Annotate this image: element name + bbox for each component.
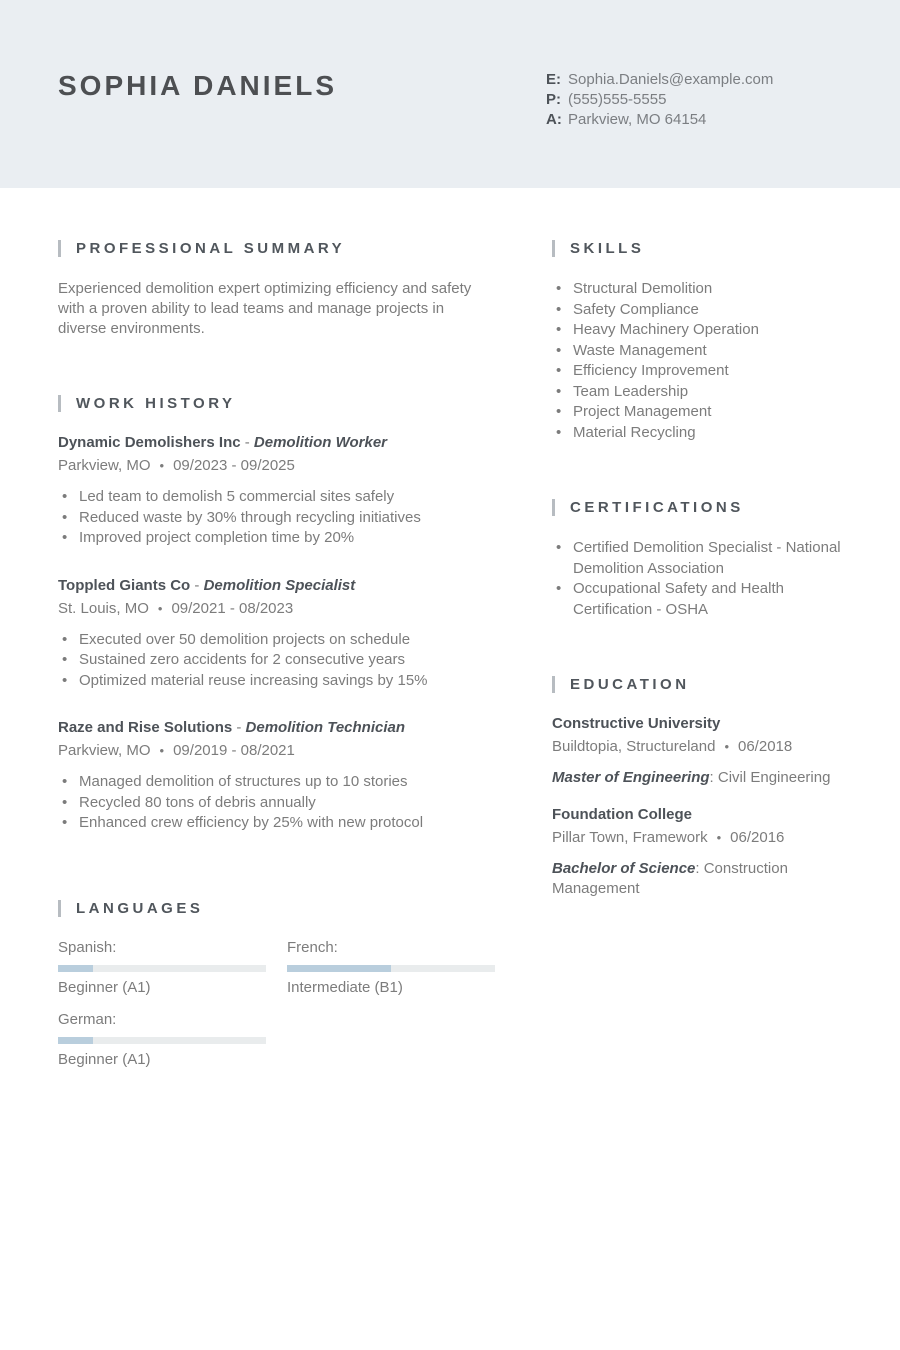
section-title: LANGUAGES: [76, 899, 204, 917]
meta-dot: •: [157, 600, 163, 616]
language-item: [287, 939, 495, 996]
section-header: [58, 240, 495, 257]
language-level: Intermediate (B1): [287, 978, 403, 996]
section-title: PROFESSIONAL SUMMARY: [76, 240, 346, 257]
section-certifications: [552, 499, 847, 620]
job-bullet: • Led team to demolish 5 commercial sites safely: [58, 487, 495, 508]
job-title: [58, 434, 495, 451]
contact-email-label: E:: [546, 71, 561, 88]
contact-address-value: Parkview, MO 64154: [568, 111, 707, 128]
section-accent-bar: [552, 499, 555, 516]
job-bullet: • Improved project completion time by 20%: [58, 528, 495, 549]
language-level: Beginner (A1): [58, 978, 151, 996]
language-progress-track: [287, 965, 495, 972]
education-school: Constructive University: [552, 715, 721, 732]
job-entry: [58, 434, 495, 549]
education-degree-line: [552, 768, 847, 788]
education-meta: [552, 829, 847, 846]
contact-phone-value: (555)555-5555: [568, 91, 667, 108]
language-progress-track: [58, 1037, 266, 1044]
section-accent-bar: [552, 676, 555, 693]
job-bullet: • Enhanced crew efficiency by 25% with new protocol: [58, 813, 495, 834]
skill-item: • Material Recycling: [552, 423, 847, 444]
job-dates: 09/2019 - 08/2021: [173, 742, 295, 759]
job-title-separator: -: [244, 434, 250, 451]
education-date: 06/2018: [738, 738, 793, 755]
education-date: 06/2016: [730, 829, 785, 846]
job-entry: [58, 719, 495, 834]
job-bullet-list: [58, 487, 495, 549]
contact-phone-row: [546, 90, 773, 110]
section-skills: [552, 240, 847, 443]
job-bullet-list: [58, 772, 495, 834]
job-dates: 09/2023 - 09/2025: [173, 457, 295, 474]
section-professional-summary: [58, 240, 495, 339]
education-degree: Master of Engineering: [552, 769, 710, 786]
skill-item: • Team Leadership: [552, 382, 847, 403]
language-name: French:: [287, 938, 338, 956]
job-title-separator: -: [194, 576, 200, 594]
section-header: [58, 900, 495, 917]
contact-block: [546, 70, 773, 130]
skill-item: • Structural Demolition: [552, 279, 847, 300]
contact-email-value: Sophia.Daniels@example.com: [568, 71, 774, 88]
job-role: Demolition Worker: [253, 434, 387, 451]
job-company: Raze and Rise Solutions: [58, 719, 233, 736]
job-bullet: • Recycled 80 tons of debris annually: [58, 793, 495, 814]
skill-item: • Project Management: [552, 402, 847, 423]
section-header: [552, 499, 847, 516]
section-title: WORK HISTORY: [76, 395, 236, 412]
job-meta: [58, 742, 495, 759]
language-progress-fill: [58, 965, 93, 972]
job-meta: [58, 457, 495, 474]
education-field: : Civil Engineering: [709, 769, 831, 786]
section-work-history: [58, 395, 495, 834]
contact-address-label: A:: [546, 111, 562, 128]
certifications-list: [552, 538, 847, 620]
job-bullet: • Optimized material reuse increasing savings by 15%: [58, 671, 495, 692]
education-degree: Bachelor of Science: [552, 860, 696, 877]
job-location: St. Louis, MO: [58, 599, 149, 617]
job-bullet: • Executed over 50 demolition projects on schedule: [58, 630, 495, 651]
section-accent-bar: [58, 395, 61, 412]
candidate-name: SOPHIA DANIELS: [58, 70, 337, 101]
job-dates: 09/2021 - 08/2023: [171, 599, 294, 617]
contact-phone-label: P:: [546, 91, 561, 108]
summary-text: Experienced demolition expert optimizing efficiency and safety with a proven ability to lead teams and manage projects in diverse environments.: [58, 280, 472, 337]
section-header: [552, 676, 847, 693]
section-title: CERTIFICATIONS: [570, 499, 744, 516]
education-meta: [552, 738, 847, 755]
contact-email-row: [546, 70, 773, 90]
language-progress-fill: [287, 965, 391, 972]
skills-list: [552, 279, 847, 443]
section-header: [58, 395, 495, 412]
language-level: Beginner (A1): [58, 1050, 151, 1068]
job-title-separator: -: [236, 719, 242, 736]
job-entry: [58, 577, 495, 692]
job-role: Demolition Technician: [245, 719, 406, 736]
education-field: : Construction Management: [552, 860, 788, 897]
language-grid: [58, 939, 495, 1068]
skill-item: • Safety Compliance: [552, 300, 847, 321]
language-name: German:: [58, 1010, 117, 1028]
job-company: Toppled Giants Co: [58, 576, 191, 594]
job-bullet-list: [58, 630, 495, 692]
education-entry: [552, 806, 847, 899]
meta-dot: •: [159, 458, 165, 473]
contact-address-row: [546, 110, 773, 130]
job-role: Demolition Specialist: [203, 576, 356, 594]
job-title: [58, 577, 495, 594]
education-location: Buildtopia, Structureland: [552, 738, 716, 755]
job-company: Dynamic Demolishers Inc: [58, 434, 241, 451]
job-location: Parkview, MO: [58, 742, 151, 759]
job-bullet: • Reduced waste by 30% through recycling initiatives: [58, 508, 495, 529]
left-column: [58, 240, 495, 1068]
content-columns: [0, 188, 900, 1068]
section-accent-bar: [58, 900, 61, 917]
certification-item: • Certified Demolition Specialist - National Demolition Association: [552, 538, 847, 579]
section-languages: [58, 900, 495, 1068]
section-title: SKILLS: [570, 240, 645, 257]
section-accent-bar: [552, 240, 555, 257]
section-accent-bar: [58, 240, 61, 257]
meta-dot: •: [724, 739, 729, 754]
section-header: [552, 240, 847, 257]
section-title: EDUCATION: [570, 676, 690, 693]
certification-item: • Occupational Safety and Health Certification - OSHA: [552, 579, 847, 620]
job-meta: [58, 600, 495, 617]
language-item: [58, 1011, 266, 1068]
language-progress-fill: [58, 1037, 93, 1044]
language-item: [58, 939, 266, 996]
education-entry: [552, 715, 847, 788]
job-bullet: • Managed demolition of structures up to 10 stories: [58, 772, 495, 793]
education-school: Foundation College: [552, 806, 692, 823]
right-column: [552, 240, 847, 1068]
education-location: Pillar Town, Framework: [552, 829, 708, 846]
header-band: [0, 0, 900, 188]
job-title: [58, 719, 495, 736]
education-degree-line: [552, 859, 847, 899]
skill-item: • Efficiency Improvement: [552, 361, 847, 382]
job-bullet: • Sustained zero accidents for 2 consecutive years: [58, 650, 495, 671]
section-education: [552, 676, 847, 899]
skill-item: • Heavy Machinery Operation: [552, 320, 847, 341]
skill-item: • Waste Management: [552, 341, 847, 362]
language-name: Spanish:: [58, 938, 117, 956]
job-location: Parkview, MO: [58, 457, 151, 474]
language-progress-track: [58, 965, 266, 972]
meta-dot: •: [716, 830, 722, 845]
meta-dot: •: [159, 743, 165, 758]
